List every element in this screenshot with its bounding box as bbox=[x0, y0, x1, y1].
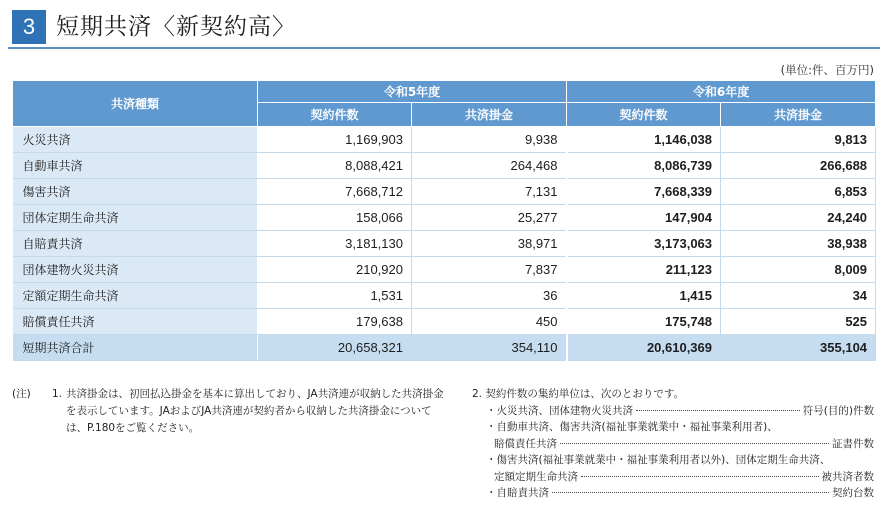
cell-r5-count: 1,169,903 bbox=[258, 127, 412, 153]
note-2-item-unit: 契約台数 bbox=[832, 487, 874, 499]
table-row bbox=[13, 127, 876, 153]
cell-r6-premium: 6,853 bbox=[721, 179, 876, 205]
cell-r5-count: 8,088,421 bbox=[258, 153, 412, 179]
cell-r6-premium: 266,688 bbox=[721, 153, 876, 179]
row-name: 傷害共済 bbox=[13, 179, 258, 205]
row-name: 団体定期生命共済 bbox=[13, 205, 258, 231]
cell-r6-premium: 38,938 bbox=[721, 231, 876, 257]
note-label: (注) bbox=[12, 388, 31, 400]
subheader-r5-count: 契約件数 bbox=[258, 103, 412, 127]
section-heading bbox=[8, 6, 880, 48]
cell-r6-premium: 34 bbox=[721, 283, 876, 309]
year-header-r5: 令和5年度 bbox=[258, 81, 567, 103]
cell-r6-count: 147,904 bbox=[567, 205, 721, 231]
contracts-table bbox=[12, 80, 876, 361]
cell-r6-premium: 9,813 bbox=[721, 127, 876, 153]
table-row bbox=[13, 283, 876, 309]
note-1-line: 共済掛金は、初回払込掛金を基本に算出しており、JA共済連が収納した共済掛金 bbox=[66, 388, 444, 400]
row-name: 定額定期生命共済 bbox=[13, 283, 258, 309]
note-1-body bbox=[66, 386, 446, 437]
cell-r5-premium: 38,971 bbox=[412, 231, 567, 257]
cell-r6-premium: 8,009 bbox=[721, 257, 876, 283]
table-row bbox=[13, 257, 876, 283]
cell-r5-premium: 25,277 bbox=[412, 205, 567, 231]
note-2 bbox=[472, 386, 874, 502]
year-header-r6: 令和6年度 bbox=[567, 81, 876, 103]
cell-r6-count: 20,610,369 bbox=[567, 335, 721, 361]
leader-dots bbox=[636, 410, 800, 411]
cell-r6-count: 3,173,063 bbox=[567, 231, 721, 257]
cell-r5-count: 1,531 bbox=[258, 283, 412, 309]
cell-r5-premium: 7,131 bbox=[412, 179, 567, 205]
note-2-item-unit: 被共済者数 bbox=[821, 470, 874, 483]
note-1-number: 1. bbox=[52, 388, 63, 400]
note-2-item-text: ・傷害共済(福祉事業就業中・福祉事業利用者以外)、団体定期生命共済、 bbox=[486, 454, 831, 466]
row-name: 短期共済合計 bbox=[13, 335, 258, 361]
note-2-item bbox=[472, 452, 874, 469]
note-2-item-text: ・火災共済、団体建物火災共済 bbox=[486, 404, 633, 417]
note-2-item-unit: 証書件数 bbox=[832, 437, 874, 450]
cell-r5-count: 158,066 bbox=[258, 205, 412, 231]
note-2-title: 2. 契約件数の集約単位は、次のとおりです。 bbox=[472, 388, 685, 400]
note-2-item bbox=[472, 485, 874, 502]
cell-r6-count: 1,146,038 bbox=[567, 127, 721, 153]
cell-r6-count: 211,123 bbox=[567, 257, 721, 283]
note-2-item-text: 賠償責任共済 bbox=[494, 437, 557, 450]
note-2-item-text: 定額定期生命共済 bbox=[494, 470, 578, 483]
note-2-item bbox=[472, 436, 874, 453]
cell-r5-count: 210,920 bbox=[258, 257, 412, 283]
cell-r5-premium: 7,837 bbox=[412, 257, 567, 283]
leader-dots bbox=[581, 476, 819, 477]
total-row bbox=[13, 335, 876, 361]
table-row bbox=[13, 205, 876, 231]
cell-r5-premium: 354,110 bbox=[412, 335, 567, 361]
table-row bbox=[13, 231, 876, 257]
cell-r5-count: 3,181,130 bbox=[258, 231, 412, 257]
note-1-line: を表示しています。JAおよびJA共済連が契約者から収納した共済掛金について bbox=[66, 405, 432, 417]
cell-r5-count: 20,658,321 bbox=[258, 335, 412, 361]
section-number: 3 bbox=[12, 10, 46, 44]
subheader-r5-premium: 共済掛金 bbox=[412, 103, 567, 127]
table-row bbox=[13, 179, 876, 205]
cell-r6-count: 8,086,739 bbox=[567, 153, 721, 179]
note-2-item bbox=[472, 469, 874, 486]
row-name: 自賠責共済 bbox=[13, 231, 258, 257]
note-1 bbox=[12, 386, 452, 437]
cell-r5-count: 7,668,712 bbox=[258, 179, 412, 205]
leader-dots bbox=[560, 443, 829, 444]
leader-dots bbox=[552, 492, 829, 493]
unit-label: (単位:件、百万円) bbox=[780, 63, 874, 77]
note-2-item-unit: 符号(目的)件数 bbox=[802, 404, 874, 417]
cell-r5-premium: 264,468 bbox=[412, 153, 567, 179]
row-name: 火災共済 bbox=[13, 127, 258, 153]
subheader-r6-count: 契約件数 bbox=[567, 103, 721, 127]
cell-r5-premium: 36 bbox=[412, 283, 567, 309]
cell-r6-premium: 24,240 bbox=[721, 205, 876, 231]
note-2-item-text: ・自賠責共済 bbox=[486, 487, 549, 499]
row-name: 賠償責任共済 bbox=[13, 309, 258, 335]
category-header: 共済種類 bbox=[13, 81, 258, 127]
row-name: 自動車共済 bbox=[13, 153, 258, 179]
cell-r6-count: 7,668,339 bbox=[567, 179, 721, 205]
note-1-line: は、P.180をご覧ください。 bbox=[66, 422, 200, 434]
cell-r6-premium: 525 bbox=[721, 309, 876, 335]
table-row bbox=[13, 309, 876, 335]
subheader-r6-premium: 共済掛金 bbox=[721, 103, 876, 127]
note-2-item bbox=[472, 419, 874, 436]
cell-r5-count: 179,638 bbox=[258, 309, 412, 335]
cell-r6-count: 175,748 bbox=[567, 309, 721, 335]
heading-rule bbox=[8, 47, 880, 49]
section-title: 短期共済〈新契約高〉 bbox=[56, 14, 296, 40]
cell-r6-premium: 355,104 bbox=[721, 335, 876, 361]
cell-r5-premium: 9,938 bbox=[412, 127, 567, 153]
table-row bbox=[13, 153, 876, 179]
note-2-item-text: ・自動車共済、傷害共済(福祉事業就業中・福祉事業利用者)、 bbox=[486, 421, 778, 433]
row-name: 団体建物火災共済 bbox=[13, 257, 258, 283]
cell-r6-count: 1,415 bbox=[567, 283, 721, 309]
note-2-item bbox=[472, 403, 874, 420]
cell-r5-premium: 450 bbox=[412, 309, 567, 335]
